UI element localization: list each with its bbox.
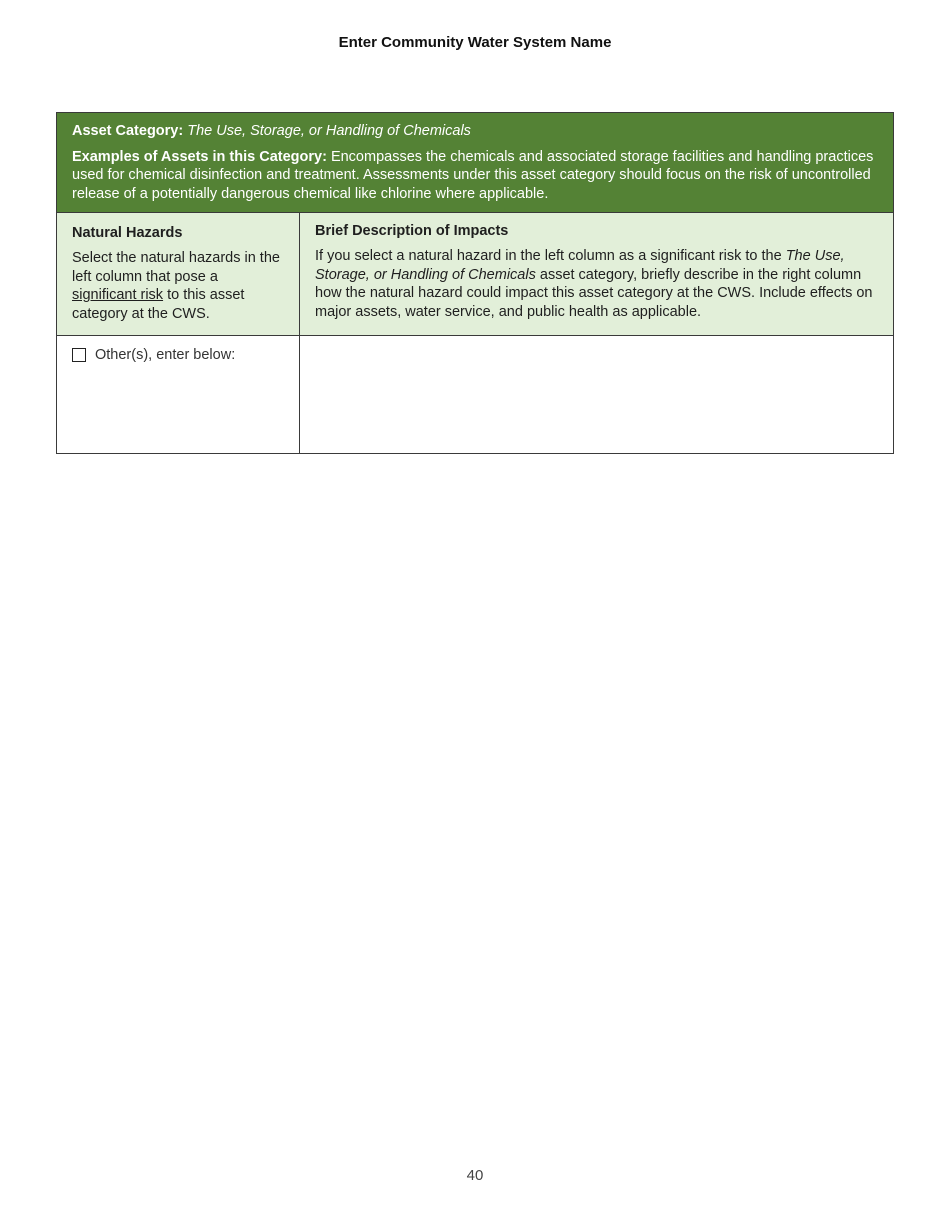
examples-text: Encompasses the chemicals and associated storage facilities and handling practices used for chemical disinfection and treatment. Assessments under this asset category should focus on the risk of uncontrolled release of a potentially dangerous chemical like chlorine where applicable. <box>72 148 874 202</box>
impacts-instructions: If you select a natural hazard in the left column as a significant risk to the The Use, Storage, or Handling of Chemicals asset category, briefly describe in the right column how the natural hazard could impact this asset category at the CWS. Include effects on major assets, water service, and public health as applicable. <box>315 248 873 320</box>
natural-hazards-instructions: Select the natural hazards in the left column that pose a significant risk to this asset category at the CWS. <box>72 250 280 322</box>
asset-category-label: Asset Category: <box>72 123 184 139</box>
impacts-header <box>300 213 893 335</box>
asset-category-table <box>56 112 894 454</box>
column-header-row <box>57 212 893 335</box>
impacts-heading: Brief Description of Impacts <box>315 223 509 239</box>
asset-category-header <box>57 113 893 212</box>
document-header: Enter Community Water System Name <box>338 34 612 51</box>
natural-hazards-header <box>57 213 300 335</box>
examples-label: Examples of Assets in this Category: <box>72 148 327 165</box>
page-number: 40 <box>466 1167 484 1184</box>
hazard-cell <box>57 336 300 453</box>
other-hazard-option[interactable] <box>72 347 284 363</box>
natural-hazards-heading: Natural Hazards <box>72 225 183 241</box>
significant-risk-term: significant risk <box>72 287 164 303</box>
impact-description-field[interactable] <box>300 336 893 453</box>
asset-category-value: The Use, Storage, or Handling of Chemicals <box>187 123 471 139</box>
other-hazard-checkbox[interactable] <box>72 348 86 362</box>
other-hazard-label: Other(s), enter below: <box>95 347 236 363</box>
table-row <box>57 335 893 453</box>
